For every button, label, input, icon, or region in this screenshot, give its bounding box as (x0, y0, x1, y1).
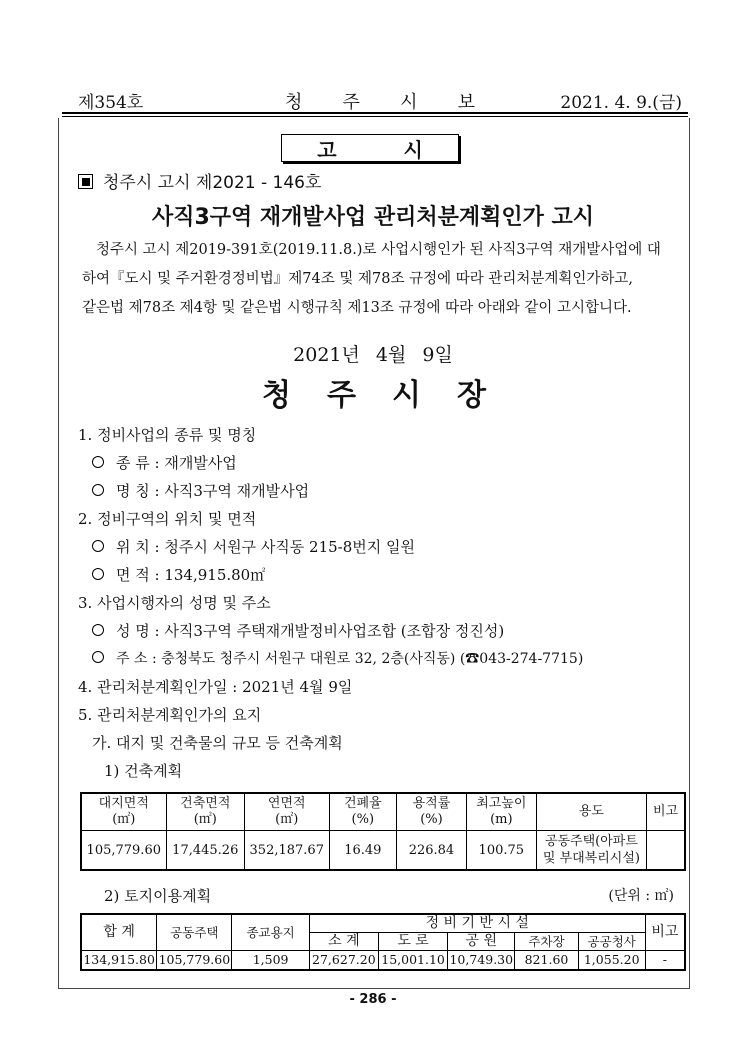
section-3-name (92, 620, 504, 641)
header-text: 최고높이 (476, 796, 527, 811)
header-unit: (%) (351, 812, 375, 827)
header-text: 용적률 (412, 796, 451, 811)
notice-label: 고 시 (281, 134, 459, 162)
section-2-area (92, 564, 265, 585)
header-unit: (㎡) (193, 812, 217, 827)
mayor-char: 시 (392, 378, 421, 413)
header-text: 건축면적 (180, 796, 231, 811)
header-unit: (%) (420, 812, 443, 827)
subheader-subtotal: 소 계 (309, 933, 378, 951)
section-1-heading: 1. 정비사업의 종류 및 명칭 (78, 426, 257, 444)
section-2-location (92, 536, 415, 557)
cell-parking: 821.60 (515, 951, 578, 971)
section-2-area-text: 면 적 : 134,915.80㎡ (116, 566, 266, 584)
header-unit: (㎡) (275, 812, 299, 827)
cell-use-line: 공동주택(아파트 (544, 834, 638, 849)
section-3-heading: 3. 사업시행자의 성명 및 주소 (78, 594, 271, 612)
header-site-area (81, 793, 166, 831)
section-3-name-text: 성 명 : 사직3구역 주택재개발정비사업조합 (조합장 정진성) (116, 622, 505, 640)
header-use: 용도 (536, 793, 646, 831)
gazette-title-char: 시 (400, 92, 418, 113)
subheader-public-office: 공공청사 (578, 933, 645, 951)
cell-road: 15,001.10 (378, 951, 447, 971)
header-total: 합 계 (81, 914, 157, 951)
building-plan-table (80, 792, 686, 871)
header-coverage-ratio (329, 793, 397, 831)
gazette-title-char: 보 (457, 92, 475, 113)
header-unit: (㎡) (112, 812, 136, 827)
section-4-heading: 4. 관리처분계획인가일 : 2021년 4월 9일 (78, 678, 353, 696)
cell-subtotal: 27,627.20 (309, 951, 378, 971)
notice-number (78, 168, 321, 193)
header-max-height (466, 793, 536, 831)
cell-use (536, 831, 646, 871)
header-note: 비고 (647, 793, 685, 831)
gazette-title-char: 주 (342, 92, 360, 113)
subheader-park: 공 원 (448, 933, 515, 951)
notice-title: 사직3구역 재개발사업 관리처분계획인가 고시 (151, 205, 595, 230)
subheader-parking: 주차장 (515, 933, 578, 951)
cell-total: 134,915.80 (81, 951, 157, 971)
page-number: - 286 - (349, 992, 397, 1007)
header-floor-area-ratio (397, 793, 467, 831)
header-rule-thin (62, 116, 688, 117)
notice-body (82, 236, 674, 323)
gazette-title-char: 청 (285, 92, 303, 113)
land-use-table (80, 913, 686, 971)
subheader-road: 도 로 (378, 933, 447, 951)
cell-religion: 1,509 (232, 951, 309, 971)
cell-max-height: 100.75 (466, 831, 536, 871)
header-note: 비고 (645, 914, 685, 951)
section-1-type (92, 452, 237, 473)
header-rule (62, 112, 688, 114)
cell-note (647, 831, 685, 871)
table-row (81, 831, 685, 871)
issue-date: 2021. 4. 9.(금) (560, 93, 682, 113)
cell-park: 10,749.30 (448, 951, 515, 971)
cell-site-area: 105,779.60 (81, 831, 166, 871)
cell-building-area: 17,445.26 (166, 831, 244, 871)
cell-use-line: 및 부대복리시설) (542, 851, 640, 866)
issue-number: 제354호 (78, 93, 144, 113)
section-5-heading: 5. 관리처분계획인가의 요지 (78, 706, 262, 724)
section-2-location-text: 위 치 : 청주시 서원구 사직동 215-8번지 일원 (116, 538, 416, 556)
circle-bullet-icon (92, 456, 104, 468)
notice-number-text: 청주시 고시 제2021 - 146호 (103, 173, 322, 193)
cell-total-floor-area: 352,187.67 (244, 831, 329, 871)
gazette-title (285, 88, 475, 114)
body-line: 하여『도시 및 주거환경정비법』제74조 및 제78조 규정에 따라 관리처분계획인가하고, (82, 271, 633, 287)
circle-bullet-icon (92, 540, 104, 552)
cell-note: - (645, 951, 685, 971)
header-housing: 공동주택 (157, 914, 232, 951)
header-text: 연면적 (267, 796, 306, 811)
mayor-char: 장 (457, 378, 486, 413)
cell-public-office: 1,055.20 (578, 951, 645, 971)
header-infrastructure: 정 비 기 반 시 설 (309, 914, 645, 933)
table-header-row (81, 914, 685, 933)
section-5-building-plan: 1) 건축계획 (104, 762, 183, 780)
circle-bullet-icon (92, 651, 104, 663)
cell-housing: 105,779.60 (157, 951, 232, 971)
cell-coverage-ratio: 16.49 (329, 831, 397, 871)
header-total-floor-area (244, 793, 329, 831)
table-header-row (81, 793, 685, 831)
table-row (81, 951, 685, 971)
mayor-signature (262, 370, 486, 414)
section-5-land-plan: 2) 토지이용계획 (104, 887, 212, 905)
circle-bullet-icon (92, 624, 104, 636)
circle-bullet-icon (92, 568, 104, 580)
section-1-name (92, 480, 309, 501)
circle-bullet-icon (92, 484, 104, 496)
section-3-address (92, 648, 583, 668)
section-5-ga: 가. 대지 및 건축물의 규모 등 건축계획 (92, 734, 343, 752)
section-1-name-text: 명 칭 : 사직3구역 재개발사업 (116, 482, 310, 500)
mayor-char: 주 (327, 378, 356, 413)
body-line: 같은법 제78조 제4항 및 같은법 시행규칙 제13조 규정에 따라 아래와 같이 고시합니다. (82, 300, 632, 316)
header-text: 건폐율 (343, 796, 382, 811)
body-line: 청주시 고시 제2019-391호(2019.11.8.)로 사업시행인가 된 사직3구역 재개발사업에 대 (96, 242, 661, 258)
sign-date: 2021년 4월 9일 (293, 344, 453, 366)
header-religion: 종교용지 (232, 914, 309, 951)
section-3-address-text: 주 소 : 충청북도 청주시 서원구 대원로 32, 2층(사직동) (☎043-274-7715) (116, 651, 584, 667)
header-building-area (166, 793, 244, 831)
header-unit: (m) (490, 812, 513, 827)
mayor-char: 청 (262, 378, 291, 413)
filled-square-icon (78, 174, 93, 189)
unit-label: (단위 : ㎡) (608, 888, 674, 904)
header-text: 대지면적 (98, 796, 149, 811)
cell-floor-area-ratio: 226.84 (397, 831, 467, 871)
section-2-heading: 2. 정비구역의 위치 및 면적 (78, 510, 257, 528)
section-1-type-text: 종 류 : 재개발사업 (116, 454, 237, 472)
